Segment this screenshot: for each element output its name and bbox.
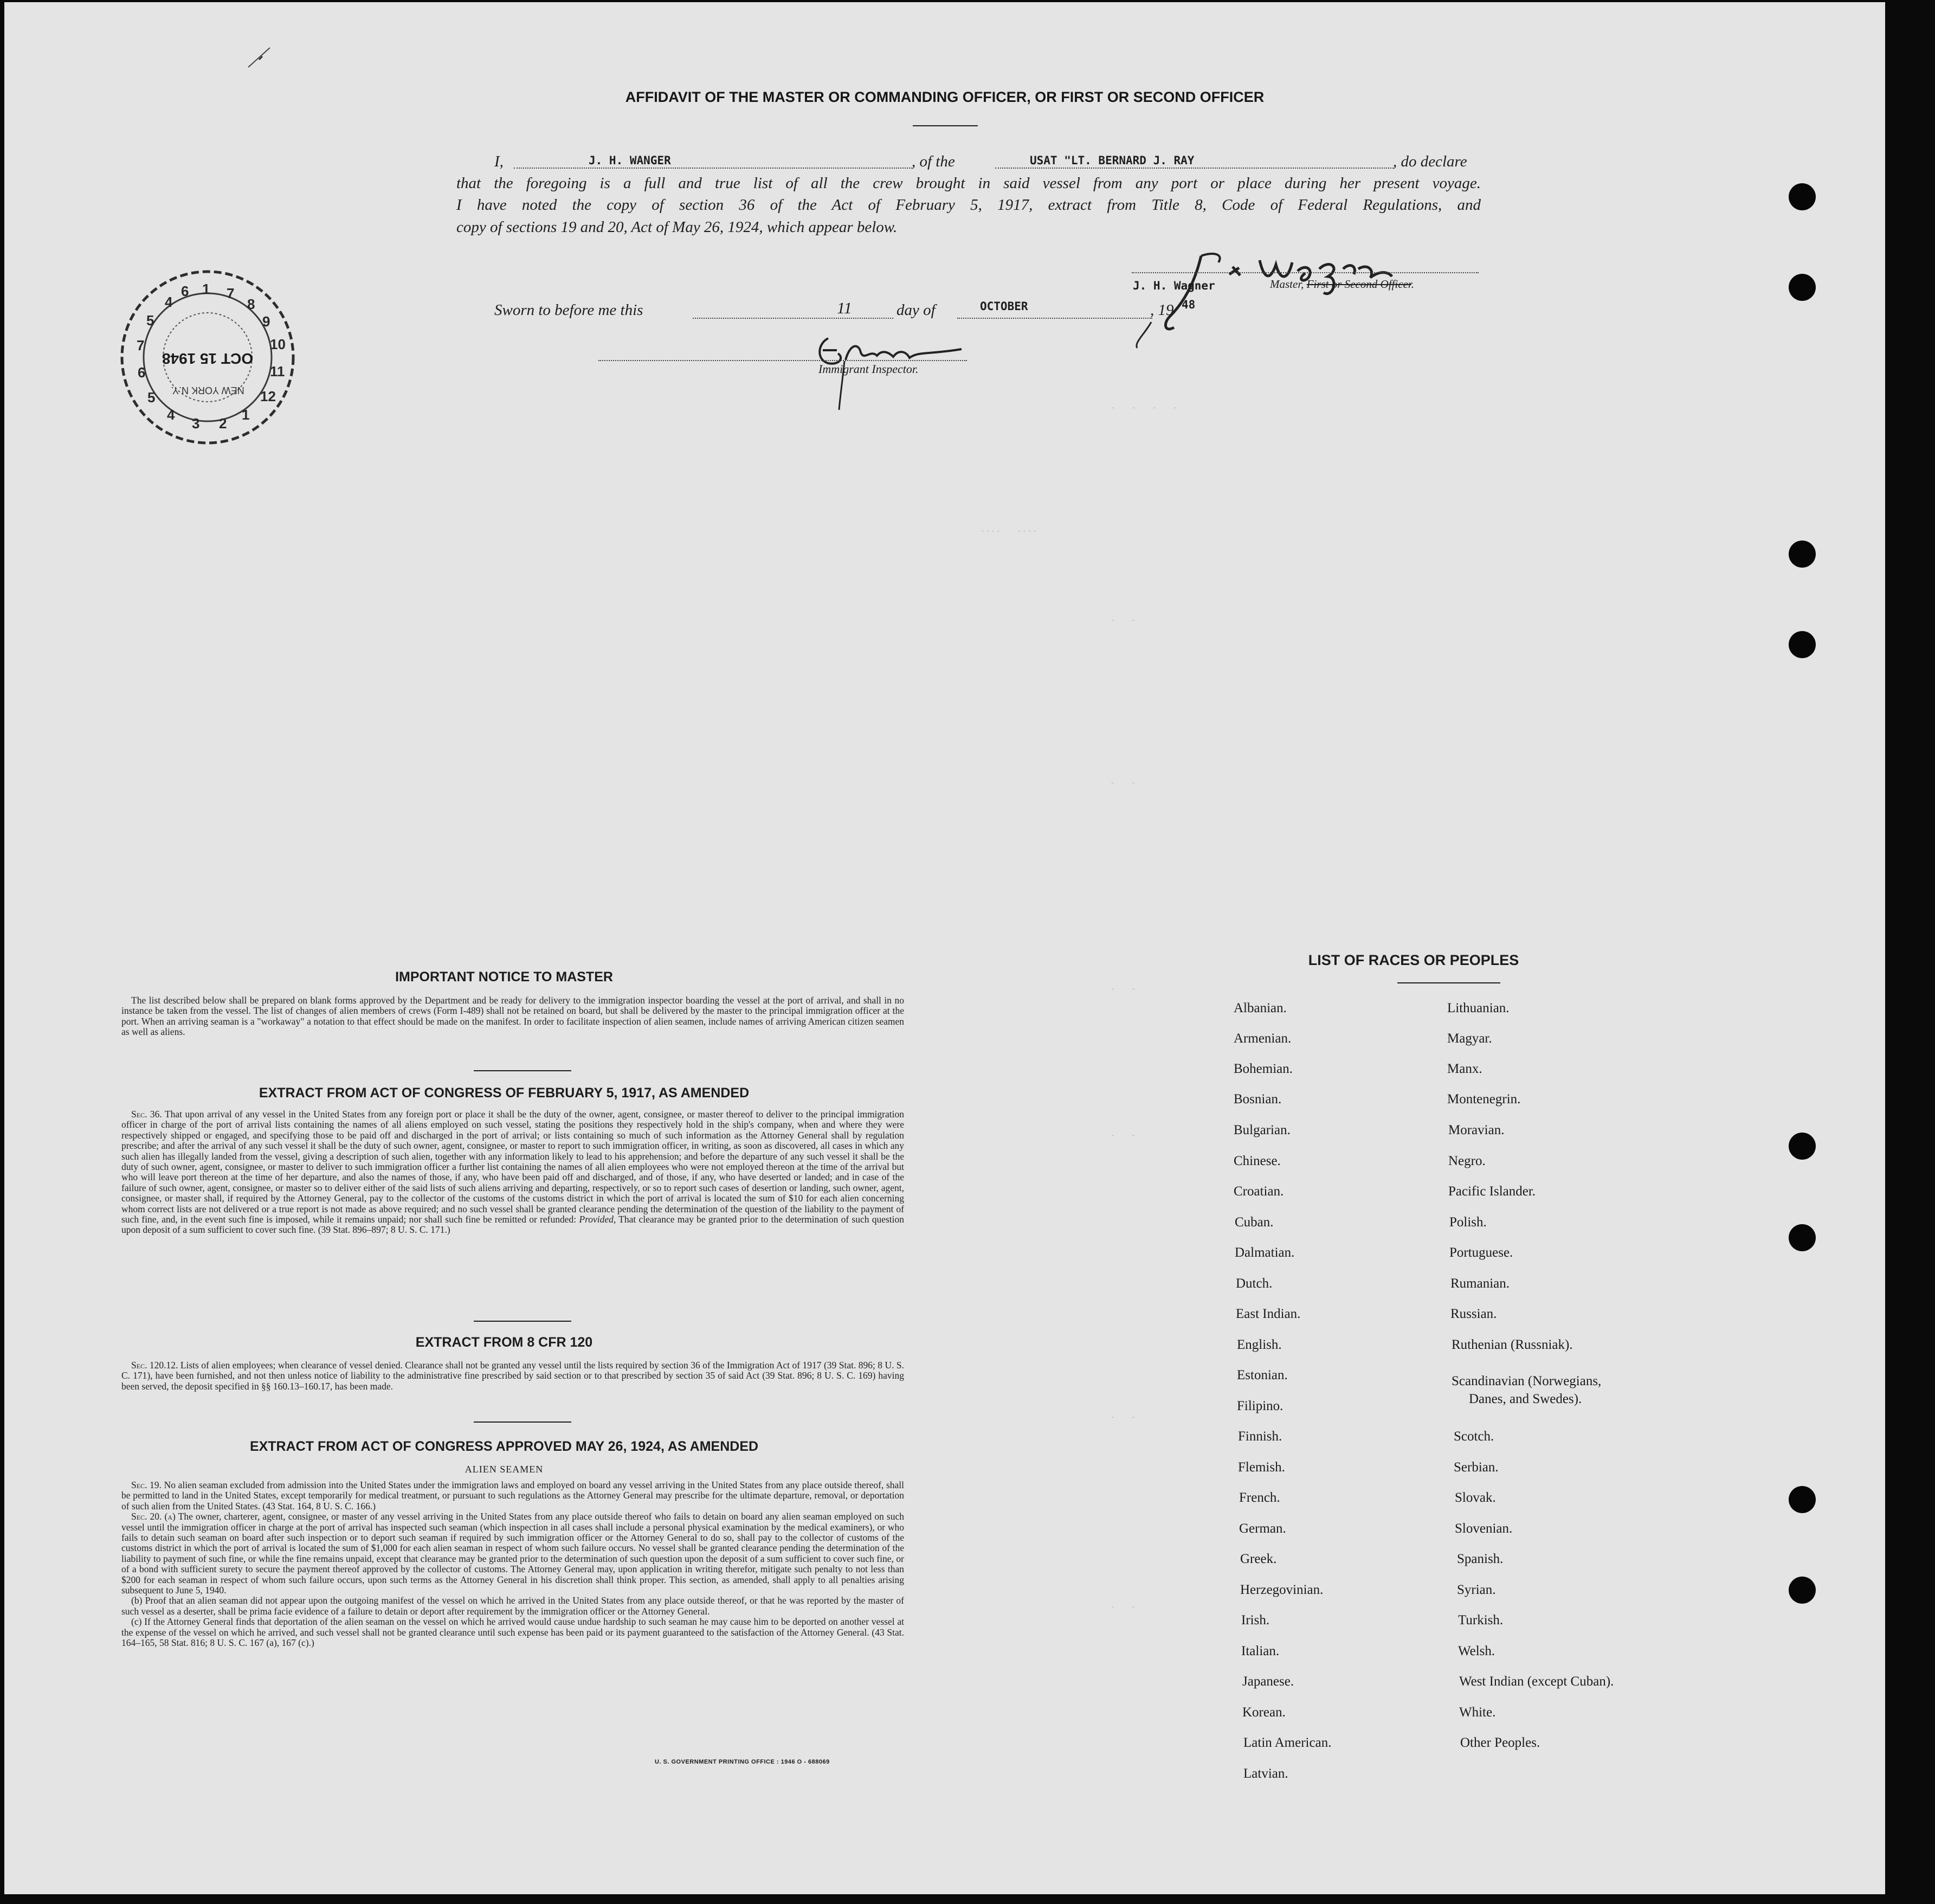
extract-1917-title: EXTRACT FROM ACT OF CONGRESS OF FEBRUARY 5, 1917, AS AMENDED (259, 1085, 750, 1101)
affidavit-text-line-4: copy of sections 19 and 20, Act of May 26, 1924, which appear below. (456, 218, 898, 236)
sec-36-label: Sec. 36. (131, 1109, 162, 1120)
race-item: Latvian. (1243, 1766, 1288, 1781)
binder-hole (1789, 631, 1816, 658)
extract-1924-text (121, 1480, 904, 1649)
notice-title: IMPORTANT NOTICE TO MASTER (395, 969, 613, 985)
binder-hole (1789, 183, 1816, 210)
svg-text:5: 5 (146, 312, 154, 329)
races-title-rule (1397, 982, 1500, 983)
race-item: West Indian (except Cuban). (1459, 1674, 1614, 1689)
cfr-rule (474, 1421, 571, 1423)
svg-text:7: 7 (137, 337, 145, 353)
printer-imprint: U. S. GOVERNMENT PRINTING OFFICE : 1946 O - 688069 (655, 1759, 830, 1765)
race-item: White. (1459, 1705, 1496, 1720)
svg-text:5: 5 (147, 389, 156, 406)
race-item: Armenian. (1234, 1031, 1292, 1046)
svg-text:4: 4 (165, 294, 173, 310)
race-item: German. (1239, 1521, 1286, 1536)
affidavit-i-label: I, (494, 153, 504, 170)
race-item: East Indian. (1236, 1307, 1301, 1321)
stamp-location: NEW YORK N.Y. (171, 385, 244, 396)
race-item: Finnish. (1238, 1429, 1282, 1444)
sworn-month-line (957, 318, 1152, 319)
svg-text:11: 11 (270, 363, 285, 379)
sec-19-text: No alien seaman excluded from admission into the United States under the immigration laws and employed on board any vessel arriving in the United States from any place outside thereof, shall be permitted to land in the United States, except temporarily for medical treatment, or pursuant to such regulations as the Attorney General may prescribe for the ultimate departure, removal, or deportation of such alien from the United States. (43 Stat. 164, 8 U. S. C. 166.) (121, 1480, 905, 1511)
race-item: Flemish. (1238, 1460, 1285, 1475)
binder-hole (1789, 1577, 1816, 1604)
race-item: Lithuanian. (1447, 1001, 1510, 1015)
race-item: French. (1239, 1490, 1280, 1505)
race-item: Bosnian. (1234, 1092, 1282, 1107)
binder-hole (1789, 1224, 1816, 1251)
day-of-label: day of (896, 301, 936, 319)
race-item: Turkish. (1458, 1613, 1504, 1628)
svg-text:3: 3 (192, 415, 200, 432)
race-item: Scandinavian (Norwegians, (1452, 1374, 1602, 1388)
race-item: Filipino. (1237, 1399, 1283, 1413)
svg-text:7: 7 (227, 285, 235, 301)
race-item: Bohemian. (1234, 1062, 1293, 1076)
affidavit-text-line-2: that the foregoing is a full and true list of all the crew brought in said vessel from any port or place during her present voyage. (456, 175, 1481, 192)
proviso-label: Provided, (579, 1214, 616, 1225)
master-name-typed: J. H. WANGER (589, 154, 671, 167)
race-item: Dutch. (1236, 1276, 1273, 1291)
race-item: Bulgarian. (1234, 1123, 1291, 1137)
struck-officer-label: First or Second Officer (1306, 278, 1411, 291)
inspector-label: Immigrant Inspector. (818, 362, 919, 376)
cfr-text (121, 1360, 904, 1392)
extract-1917-rule (474, 1321, 571, 1322)
binder-hole (1789, 541, 1816, 568)
svg-text:10: 10 (270, 336, 286, 352)
document-page: - - - - .... .... - - - - - - - - - - - - 1 7 8 9 10 11 12 1 2 3 4 5 6 7 5 4 6 OCT 15 1948 NEW YORK N.Y. AFFIDAVIT OF THE MASTER OR COMMANDING OFFICER, OR FIRST OR SECOND OFFICER I, J. H. WANGER , of the USAT "LT. BERNARD J. RAY , do declare that the foregoing is a full and true list of all the crew brought in said vessel from any port or place during her present voyage. I have noted the copy of section 36 of the Act of February 5, 1917, extract from Title 8, Code of Federal Regulations, and copy of sections 19 and 20, Act of May 26, 1924, which appear below. J. H. Wagner Master, First or Second Officer. Sworn to before me this 11 day of OCTOBER , 19 48 Immigrant Inspector. IMPORTANT NOTICE TO MASTER The list described below shall be prepared on blank forms approved by the Department and be ready for delivery to the immigration inspector boarding the vessel at the port of arrival, and shall in no instance be taken from the vessel. The list of changes of alien members of crews (Form I-489) shall not be retained on board, but shall be delivered by the master to the principal immigration officer at the port. When an arriving seaman is a "workaway" a notation to that effect should be made on the manifest. In order to facilitate inspection of alien seamen, include names of arriving American citizen seamen as well as aliens. EXTRACT FROM ACT OF CONGRESS OF FEBRUARY 5, 1917, AS AMENDED Sec. 36. That upon arrival of any vessel in the United States from any foreign port or place it shall be the duty of the owner, agent, consignee, or master thereof to deliver to the principal immigration officer in charge of the port of arrival lists containing the names of all aliens employed on such vessel, stating the positions they respectively hold in the ship's company, when and where they were respectively shipped or engaged, and specifying those to be paid off and discharged in the port of arrival; or lists containing so much of such information as the Attorney General shall by regulation prescribe; and after the arrival of any such vessel it shall be the duty of such owner, agent, consignee, or master to report to such immigration officer, in writing, as soon as discovered, all cases in which any such alien has illegally landed from the vessel, giving a description of such alien, together with any information likely to lead to his apprehension; and before the departure of any such vessel it shall be the duty of such owner, agent, consignee, or master to deliver to such immigration officer a further list containing the names of all alien employees who were not employed thereon at the time of the arrival but who will leave port thereon at the time of her departure, and also the names of those, if any, who have been paid off and discharged, and of those, if any, who have deserted or landed; and in case of the failure of such owner, agent, consignee, or master so to deliver either of the said lists of such aliens arriving and departing, respectively, or so to report such cases of desertion or landing, such owner, agent, consignee, or master shall, if required by the Attorney General, pay to the collector of the customs of the customs district in which the port of arrival is located the sum of $10 for each alien concerning whom correct lists are not delivered or a true report is not made as above required; and no such vessel shall be granted clearance pending the determination of the question of the liability to the payment of such fine, and, in the event such fine is imposed, while it remains unpaid; nor shall such fine be remitted or refunded: Provided, That clearance may be granted prior to the determination of such question upon deposit of a sum sufficient to cover such fine. (39 Stat. 896–897; 8 U. S. C. 171.) EXTRACT FROM 8 CFR 120 Sec. 120.12. Lists of alien employees; when clearance of vessel denied. Clearance shall not be granted any vessel until the lists required by section 36 of the Immigration Act of 1917 (39 Stat. 896; 8 U. S. C. 171), have been furnished, and not then unless notice of liability to the administrative fine prescribed by said section or to that prescribed by section 35 of said Act (39 Stat. 896; 8 U. S. C. 169) having been served, the deposit specified in §§ 160.13–160.17, has been made. EXTRACT FROM ACT OF CONGRESS APPROVED MAY 26, 1924, AS AMENDED ALIEN SEAMEN Sec. 19. No alien seaman excluded from admission into the United States under the immigration laws and employed on board any vessel arriving in the United States from any place outside thereof, shall be permitted to land in the United States, except temporarily for medical treatment, or pursuant to such regulations as the Attorney General may prescribe for the ultimate departure, removal, or deportation of such alien from the United States. (43 Stat. 164, 8 U. S. C. 166.) Sec. 20. (a) The owner, charterer, agent, consignee, or master of any vessel arriving in the United States from any place outside thereof who fails to detain on board any alien seaman employed on such vessel until the immigration officer in charge at the port of arrival has inspected such seaman (which inspection in all cases shall include a personal physical examination by the medical examiners), or who fails to detain such seaman on board after such inspection or to deport such seaman if required by such immigration officer or the Attorney General to do so, shall pay to the collector of customs of the customs district in which the port of arrival is located the sum of $1,000 for each alien seaman in respect of whom such failure occurs. No vessel shall be granted clearance pending the determination of the liability to payment of such fine, or while the fine remains unpaid, except that clearance may be granted prior to the determination of such question upon the deposit of a sum sufficient to cover such fine, or of a bond with sufficient surety to secure the payment thereof approved by the collector of customs. The Attorney General may, upon application in writing therefor, mitigate such penalty to not less than $200 for each seaman in respect of whom such failure occurs, upon such terms as the Attorney General in his discretion shall think proper. This section, as amended, shall apply to all penalties arising subsequent to June 5, 1940. (b) Proof that an alien seaman did not appear upon the outgoing manifest of the vessel on which he arrived in the United States from any place outside thereof, or that he was reported by the master of such vessel as a deserter, shall be prima facie evidence of a failure to detain or deport after requirement by the immigration officer or the Attorney General. (c) If the Attorney General finds that deportation of the alien seaman on the vessel on which he arrived would cause undue hardship to such seaman he may cause him to be deported on another vessel at the expense of the vessel on which he arrived, and such vessel shall not be granted clearance until such expense has been paid or its payment guaranteed to the satisfaction of the Attorney General. (43 Stat. 164–165, 58 Stat. 816; 8 U. S. C. 167 (a), 167 (c).) U. S. GOVERNMENT PRINTING OFFICE : 1946 O - 688069 LIST OF RACES OR PEOPLES Albanian. Armenian. Bohemian. Bosnian. Bulgarian. Chinese. Croatian. Cuban. Dalmatian. Dutch. East Indian. English. Estonian. Filipino. Finnish. Flemish. French. German. Greek. Herzegovinian. Irish. Italian. Japanese. Korean. Latin American. Latvian. Lithuanian. Magyar. Manx. Montenegrin. Moravian. Negro. Pacific Islander. Polish. Portuguese. Rumanian. Russian. Ruthenian (Russniak). Scandinavian (Norwegians, Danes, and Swedes). Scotch. Serbian. Slovak. Slovenian. Spanish. Syrian. Turkish. Welsh. West Indian (except Cuban). White. Other Peoples. (4, 2, 1885, 1894)
race-item: Pacific Islander. (1448, 1184, 1536, 1199)
race-item: Chinese. (1234, 1154, 1281, 1168)
inspector-signature-line (598, 360, 967, 361)
race-item: Albanian. (1234, 1001, 1287, 1015)
sworn-month: OCTOBER (980, 300, 1028, 313)
race-item: Japanese. (1242, 1674, 1294, 1689)
race-item: Cuban. (1235, 1215, 1274, 1230)
race-item: Ruthenian (Russniak). (1452, 1337, 1573, 1352)
sec-36-text-end: That clearance may be granted prior to the determination of such question upon deposit of a sum sufficient to cover such fine. (39 Stat. 896–897; 8 U. S. C. 171.) (121, 1214, 905, 1236)
binder-hole (1789, 274, 1816, 301)
master-label (1270, 278, 1414, 291)
race-item: English. (1237, 1337, 1282, 1352)
race-item: Slovenian. (1455, 1521, 1513, 1536)
race-item: Estonian. (1237, 1368, 1288, 1382)
master-typed-name: J. H. Wagner (1133, 279, 1215, 292)
race-item: Other Peoples. (1460, 1735, 1540, 1750)
struck-officer-end: . (1411, 278, 1414, 291)
affidavit-of-label: , of the (912, 153, 955, 170)
stamp-date: OCT 15 1948 (162, 350, 254, 367)
svg-text:12: 12 (260, 388, 276, 404)
master-role-label: Master, (1270, 278, 1304, 291)
race-item: Negro. (1448, 1154, 1486, 1168)
svg-text:6: 6 (138, 364, 146, 381)
notice-paragraph: The list described below shall be prepared on blank forms approved by the Department and be ready for delivery to the immigration inspector boarding the vessel at the port of arrival, and shall in no instance be taken from the vessel. The list of changes of alien members of crews (Form I-489) shall not be retained on board, but shall be delivered by the master to the principal immigration officer at the port. When an arriving seaman is a "workaway" a notation to that effect should be made on the manifest. In order to facilitate inspection of alien seamen, include names of arriving American citizen seamen as well as aliens. (121, 995, 904, 1038)
affidavit-declare-label: , do declare (1393, 153, 1467, 170)
race-item: Russian. (1450, 1307, 1497, 1321)
race-item: Portuguese. (1449, 1245, 1513, 1260)
year-suffix: 48 (1182, 298, 1196, 311)
sec-36-text: That upon arrival of any vessel in the United States from any foreign port or place it shall be the duty of the owner, agent, consignee, or master thereof to deliver to the principal immigration officer in charge of the port of arrival lists containing the names of all aliens employed on such vessel, stating the positions they respectively hold in the ship's company, when and where they were respectively shipped or engaged, and specifying those to be paid off and discharged in the port of arrival; or lists containing so much of such information as the Attorney General shall by regulation prescribe; and after the arrival of any such vessel it shall be the duty of such owner, agent, consignee, or master to report to such immigration officer, in writing, as soon as discovered, all cases in which any such alien has illegally landed from the vessel, giving a description of such alien, together with any information likely to lead to his apprehension; and before the departure of any such vessel it shall be the duty of such owner, agent, consignee, or master to deliver to such immigration officer a further list containing the names of all alien employees who were not employed thereon at the time of the arrival but who will leave port thereon at the time of her departure, and also the names of those, if any, who have been paid off and discharged, and of those, if any, who have deserted or landed; and in case of the failure of such owner, agent, consignee, or master so to deliver either of the said lists of such aliens arriving and departing, respectively, or so to report such cases of desertion or landing, such owner, agent, consignee, or master shall, if required by the Attorney General, pay to the collector of the customs of the customs district in which the port of arrival is located the sum of $10 for each alien concerning whom correct lists are not delivered or a true report is not made as above required; and no such vessel shall be granted clearance pending the determination of the question of the liability to the payment of such fine, and, in the event such fine is imposed, while it remains unpaid; nor shall such fine be remitted or refunded: (121, 1109, 904, 1225)
binder-hole (1789, 1486, 1816, 1513)
year-prefix: , 19 (1150, 301, 1174, 319)
race-item: Montenegrin. (1447, 1092, 1521, 1107)
race-item: Latin American. (1243, 1735, 1332, 1750)
race-item: Dalmatian. (1235, 1245, 1295, 1260)
sworn-day: 11 (837, 299, 852, 317)
svg-text:8: 8 (247, 296, 255, 312)
race-item: Herzegovinian. (1240, 1583, 1324, 1597)
master-signature (1132, 241, 1479, 349)
sworn-day-line (693, 318, 893, 319)
sec-19-label: Sec. 19. (131, 1480, 162, 1490)
vessel-name-typed: USAT "LT. BERNARD J. RAY (1030, 154, 1195, 167)
svg-text:4: 4 (167, 407, 175, 423)
race-item: Greek. (1240, 1552, 1277, 1566)
notice-text (121, 995, 904, 1038)
race-item: Slovak. (1455, 1490, 1496, 1505)
extract-1917-text (121, 1109, 904, 1236)
notice-rule (474, 1070, 571, 1071)
race-item: Welsh. (1458, 1644, 1495, 1658)
sec-20a-text: The owner, charterer, agent, consignee, or master of any vessel arriving in the United States from any place outside thereof who fails to detain on board any alien seaman employed on such vessel until the immigration officer in charge at the port of arrival has inspected such seaman (which inspection in all cases shall include a personal physical examination by the medical examiners), or who fails to detain such seaman on board after such inspection or to deport such seaman if required by such immigration officer or the Attorney General to do so, shall pay to the collector of customs of the customs district in which the port of arrival is located the sum of $1,000 for each alien seaman in respect of whom such failure occurs. No vessel shall be granted clearance pending the determination of the liability to payment of such fine, or while the fine remains unpaid, except that clearance may be granted prior to the determination of such question upon the deposit of a sum sufficient to cover such fine, or of a bond with sufficient surety to secure the payment thereof approved by the collector of customs. The Attorney General may, upon application in writing therefor, mitigate such penalty to not less than $200 for each seaman in respect of whom such failure occurs, upon such terms as the Attorney General in his discretion shall think proper. This section, as amended, shall apply to all penalties arising subsequent to June 5, 1940. (121, 1511, 904, 1596)
affidavit-text-line-3: I have noted the copy of section 36 of the Act of February 5, 1917, extract from Title 8, Code of Federal Regulations, and (456, 196, 1481, 214)
sec-20-label: Sec. 20. (a) (131, 1511, 176, 1522)
svg-text:1: 1 (202, 281, 210, 297)
race-item: Danes, and Swedes). (1469, 1392, 1582, 1406)
sec-20b-text: (b) Proof that an alien seaman did not appear upon the outgoing manifest of the vessel on which he arrived in the United States from any place outside thereof, or that he was reported by the master of such vessel as a deserter, shall be prima facie evidence of a failure to detain or deport after requirement by the immigration officer or the Attorney General. (121, 1595, 904, 1617)
alien-seamen-subtitle: ALIEN SEAMEN (465, 1464, 544, 1475)
affidavit-title-rule (913, 125, 978, 126)
master-signature-line (1132, 272, 1479, 273)
race-item: Serbian. (1454, 1460, 1499, 1475)
race-item: Syrian. (1457, 1583, 1496, 1597)
race-item: Italian. (1241, 1644, 1280, 1658)
race-item: Croatian. (1234, 1184, 1284, 1199)
svg-text:6: 6 (181, 283, 189, 299)
race-item: Polish. (1449, 1215, 1487, 1230)
race-item: Irish. (1241, 1613, 1270, 1628)
inspection-stamp (113, 262, 302, 452)
sec-120-label: Sec. 120.12. (131, 1360, 178, 1371)
race-item: Spanish. (1457, 1552, 1504, 1566)
vessel-name-line (995, 168, 1394, 169)
master-name-line (514, 168, 912, 169)
races-title: LIST OF RACES OR PEOPLES (1308, 952, 1519, 968)
affidavit-title: AFFIDAVIT OF THE MASTER OR COMMANDING OFFICER, OR FIRST OR SECOND OFFICER (625, 89, 1265, 105)
race-item: Magyar. (1447, 1031, 1492, 1046)
race-item: Korean. (1242, 1705, 1286, 1720)
sworn-label: Sworn to before me this (494, 301, 643, 319)
race-item: Rumanian. (1450, 1276, 1510, 1291)
svg-text:9: 9 (262, 313, 270, 330)
race-item: Manx. (1447, 1062, 1482, 1076)
binder-hole (1789, 1133, 1816, 1160)
extract-1924-title: EXTRACT FROM ACT OF CONGRESS APPROVED MAY 26, 1924, AS AMENDED (249, 1439, 759, 1454)
sec-120-text: Lists of alien employees; when clearance of vessel denied. Clearance shall not be granted any vessel until the lists required by section 36 of the Immigration Act of 1917 (39 Stat. 896; 8 U. S. C. 171), have been furnished, and not then unless notice of liability to the administrative fine prescribed by said section or to that prescribed by section 35 of said Act (39 Stat. 896; 8 U. S. C. 169) having been served, the deposit specified in §§ 160.13–160.17, has been made. (121, 1360, 905, 1392)
svg-text:2: 2 (219, 415, 227, 432)
cfr-title: EXTRACT FROM 8 CFR 120 (415, 1335, 593, 1350)
svg-text:1: 1 (242, 407, 250, 423)
pen-mark (243, 40, 275, 73)
race-item: Moravian. (1448, 1123, 1505, 1137)
sec-20c-text: (c) If the Attorney General finds that deportation of the alien seaman on the vessel on which he arrived would cause undue hardship to such seaman he may cause him to be deported on another vessel at the expense of the vessel on which he arrived, and such vessel shall not be granted clearance until such expense has been paid or its payment guaranteed to the satisfaction of the Attorney General. (43 Stat. 164–165, 58 Stat. 816; 8 U. S. C. 167 (a), 167 (c).) (121, 1616, 904, 1649)
race-item: Scotch. (1454, 1429, 1494, 1444)
